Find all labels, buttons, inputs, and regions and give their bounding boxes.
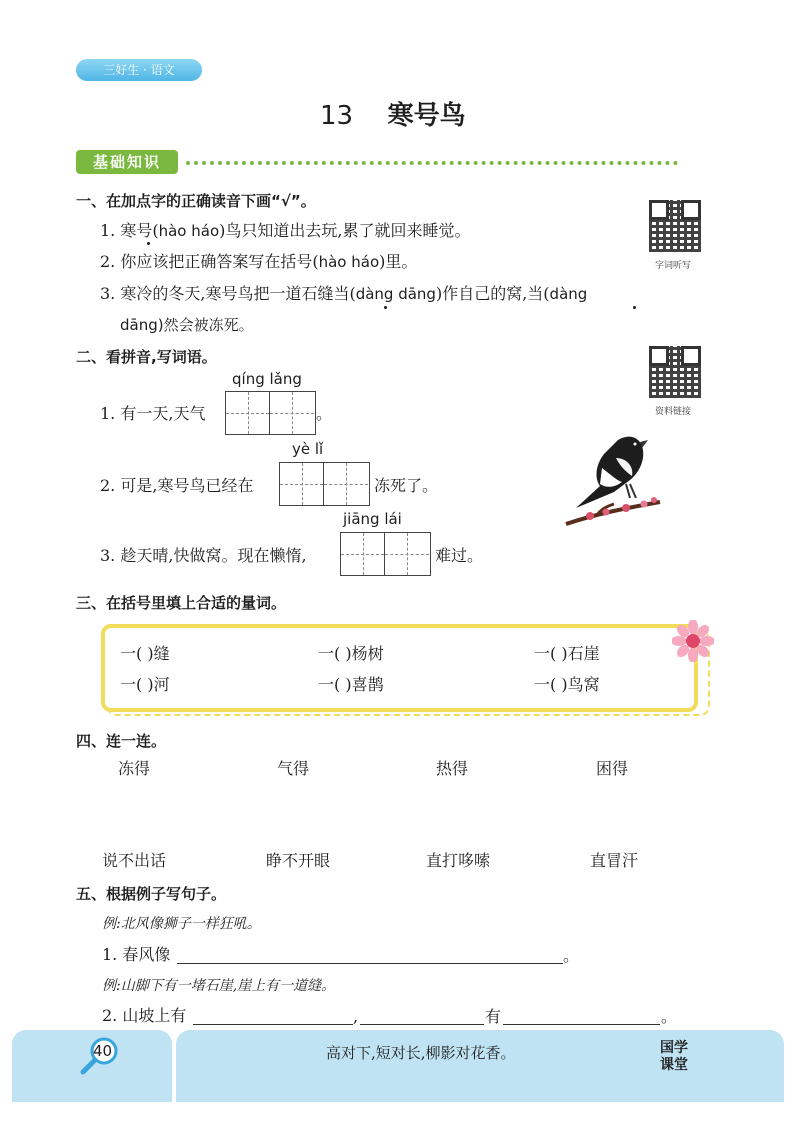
s1-item-1-a: 寒号( — [120, 221, 159, 240]
s2-writing-grid-3[interactable] — [340, 532, 431, 576]
s4-top-1[interactable]: 冻得 — [118, 759, 151, 778]
s1-item-2-a: 你应该把正确答案写在括号( — [120, 252, 319, 271]
emphasis-dot — [147, 242, 150, 245]
s2-item-3-before: 趁天晴,快做窝。现在懒惰, — [120, 546, 307, 565]
s5-item-1-text: 春风像 — [122, 945, 171, 964]
s4-top-2[interactable]: 气得 — [277, 759, 310, 778]
s5-example-1: 例:北风像狮子一样狂吼。 — [102, 916, 261, 932]
section-1-heading: 一、在加点字的正确读音下画“√”。 — [76, 192, 316, 210]
s1-item-1-options[interactable]: hào háo — [158, 222, 220, 240]
s5-item-1 — [102, 945, 170, 965]
flower-icon — [672, 620, 714, 662]
s2-pinyin-3: jiāng lái — [343, 510, 402, 528]
s1-item-3-line-2 — [120, 315, 254, 335]
s1-item-3-line-2-text: dāng)然会被冻死。 — [120, 316, 254, 334]
s5-item-1-end: 。 — [563, 946, 580, 965]
s4-bottom-2[interactable]: 睁不开眼 — [266, 851, 331, 870]
s2-pinyin-1: qíng lǎng — [232, 370, 302, 388]
s1-item-3-num: 3. — [100, 284, 116, 303]
s2-item-1 — [100, 404, 205, 424]
s5-item-2-num: 2. — [102, 1006, 118, 1025]
s2-item-2 — [100, 476, 253, 496]
s1-item-3-options-2[interactable]: dàng — [549, 285, 588, 303]
s2-writing-grid-1[interactable] — [225, 391, 316, 435]
s2-item-3-num: 3. — [100, 546, 116, 565]
page-number: 40 — [93, 1042, 113, 1060]
s3-r1-c3[interactable]: 一( )石崖 — [534, 644, 600, 663]
s4-top-4[interactable]: 困得 — [596, 759, 629, 778]
s5-item-2 — [102, 1006, 186, 1026]
s5-answer-line-2b[interactable] — [360, 1024, 484, 1025]
s5-item-2-end: 。 — [661, 1007, 678, 1026]
s2-pinyin-2: yè lǐ — [292, 440, 324, 458]
lesson-name: 寒号鸟 — [387, 101, 466, 131]
section-2-heading: 二、看拼音,写词语。 — [76, 348, 217, 366]
s2-item-1-num: 1. — [100, 404, 116, 423]
section-3-heading: 三、在括号里填上合适的量词。 — [76, 594, 287, 612]
s3-r2-c1[interactable]: 一( )河 — [120, 675, 170, 694]
book-tag-label: 三好生 · 语文 — [103, 63, 175, 77]
s2-item-3-after: 难过。 — [435, 546, 484, 565]
section-5-heading: 五、根据例子写句子。 — [76, 885, 227, 903]
s3-r1-c2[interactable]: 一( )杨树 — [318, 644, 384, 663]
s2-item-1-after: 。 — [316, 404, 333, 423]
s3-r1-c1[interactable]: 一( )缝 — [120, 644, 170, 663]
lesson-number: 13 — [320, 101, 354, 131]
qr-label-dictation: 字词听写 — [655, 261, 692, 271]
s3-r2-c2[interactable]: 一( )喜鹊 — [318, 675, 384, 694]
s1-item-2-options[interactable]: hào háo — [318, 253, 380, 271]
s2-item-2-num: 2. — [100, 476, 116, 495]
section-banner-label: 基础知识 — [92, 153, 161, 171]
measure-words-frame-dashed — [107, 630, 710, 716]
s2-item-2-before: 可是,寒号鸟已经在 — [120, 476, 254, 495]
footer-brand: 国学课堂 — [660, 1040, 688, 1073]
section-4-heading: 四、连一连。 — [76, 732, 167, 750]
s4-top-3[interactable]: 热得 — [436, 759, 469, 778]
s1-item-1-b: )鸟只知道出去玩,累了就回来睡觉。 — [219, 221, 471, 240]
s5-answer-line-1[interactable] — [177, 963, 563, 964]
s3-r2-c3[interactable]: 一( )鸟窝 — [534, 675, 600, 694]
s1-item-3-options[interactable]: dàng dāng — [355, 285, 436, 303]
s4-bottom-1[interactable]: 说不出话 — [102, 851, 167, 870]
s1-item-2 — [100, 252, 417, 272]
section-banner — [76, 150, 178, 174]
banner-dotted-line — [186, 161, 678, 165]
s2-item-3 — [100, 546, 307, 566]
s5-item-2-comma: , — [353, 1007, 359, 1026]
s1-item-3 — [100, 284, 587, 304]
s5-example-2: 例:山脚下有一堵石崖,崖上有一道缝。 — [102, 978, 336, 994]
s1-item-3-a: 寒冷的冬天,寒号鸟把一道石缝当( — [120, 284, 356, 303]
book-tag — [76, 59, 202, 81]
s5-item-2-text: 山坡上有 — [122, 1006, 187, 1025]
s2-writing-grid-2[interactable] — [279, 462, 370, 506]
qr-label-resources: 资料链接 — [655, 407, 692, 417]
s2-item-1-before: 有一天,天气 — [120, 404, 206, 423]
s4-bottom-3[interactable]: 直打哆嗦 — [426, 851, 491, 870]
s5-item-2-mid: 有 — [485, 1007, 502, 1026]
qr-code-dictation[interactable] — [649, 200, 701, 252]
emphasis-dot — [384, 306, 387, 309]
s1-item-1 — [100, 221, 470, 241]
s1-item-2-num: 2. — [100, 252, 116, 271]
s2-item-2-after: 冻死了。 — [374, 476, 439, 495]
s4-bottom-4[interactable]: 直冒汗 — [590, 851, 639, 870]
s5-answer-line-2a[interactable] — [193, 1024, 353, 1025]
magpie-illustration — [556, 428, 668, 532]
s1-item-3-b: )作自己的窝,当( — [435, 284, 550, 303]
s1-item-1-num: 1. — [100, 221, 116, 240]
emphasis-dot — [633, 306, 636, 309]
s5-answer-line-2c[interactable] — [503, 1024, 660, 1025]
lesson-title — [320, 99, 466, 133]
footer-motto: 高对下,短对长,柳影对花香。 — [326, 1044, 516, 1062]
qr-code-resources[interactable] — [649, 346, 701, 398]
s5-item-1-num: 1. — [102, 945, 118, 964]
s1-item-2-b: )里。 — [379, 252, 418, 271]
